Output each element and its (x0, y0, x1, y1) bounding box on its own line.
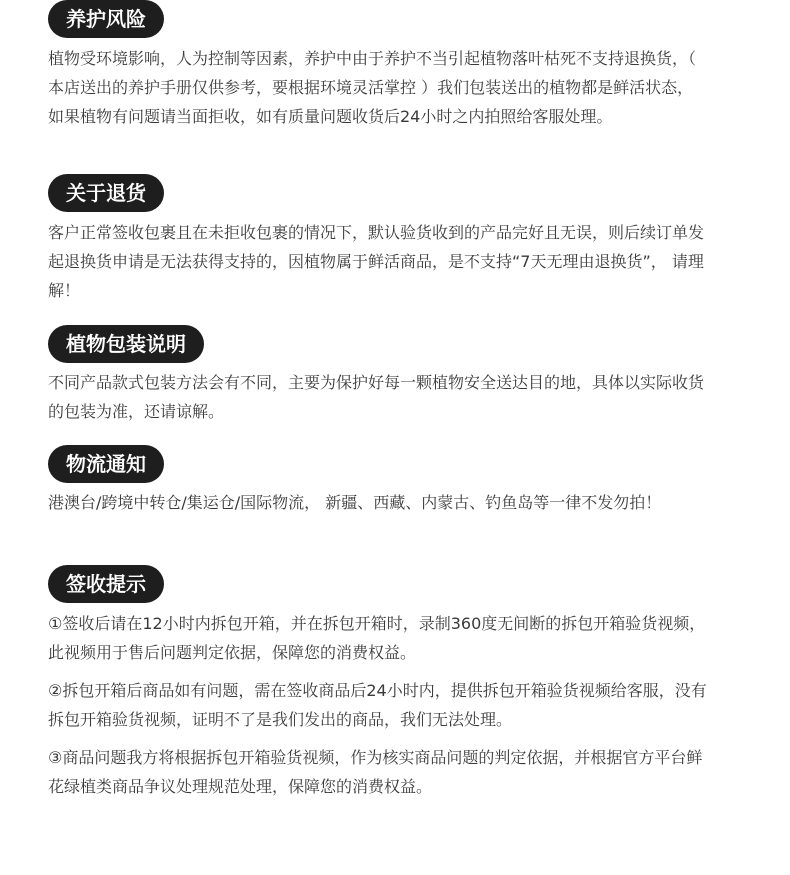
section-text-logistics: 港澳台/跨境中转仓/集运仓/国际物流， 新疆、西藏、内蒙古、钓鱼岛等一律不发勿拍！ (48, 493, 662, 512)
section-heading-packaging: 植物包装说明 (48, 325, 204, 363)
section-heading-signing-tips: 签收提示 (48, 565, 164, 603)
section-text-signing-tip-2: ②拆包开箱后商品如有问题，需在签收商品后24小时内，提供拆包开箱验货视频给客服，没有拆包开箱验货视频，证明不了是我们发出的商品，我们无法处理。 (48, 681, 707, 729)
section-text-signing-tip-1: ①签收后请在12小时内拆包开箱，并在拆包开箱时，录制360度无间断的拆包开箱验货视频，此视频用于售后问题判定依据，保障您的消费权益。 (48, 614, 706, 662)
section-text-care-risk: 植物受环境影响，人为控制等因素，养护中由于养护不当引起植物落叶枯死不支持退换货，（ 本店送出的养护手册仅供参考，要根据环境灵活掌控 ）我们包装送出的植物都是鲜活状态，如果植物有问题请当面拒收，如有质量问题收货后24小时之内拍照给客服处理。 (48, 49, 697, 126)
section-text-returns: 客户正常签收包裹且在未拒收包裹的情况下，默认验货收到的产品完好且无误，则后续订单发起退换货申请是无法获得支持的，因植物属于鲜活商品，是不支持“7天无理由退换货”， 请理解！ (48, 223, 705, 300)
section-heading-care-risk: 养护风险 (48, 0, 164, 38)
section-text-signing-tip-3: ③商品问题我方将根据拆包开箱验货视频，作为核实商品问题的判定依据，并根据官方平台鲜花绿植类商品争议处理规范处理，保障您的消费权益。 (48, 748, 703, 796)
section-text-packaging: 不同产品款式包装方法会有不同，主要为保护好每一颗植物安全送达目的地，具体以实际收货的包装为准，还请谅解。 (48, 373, 705, 421)
section-heading-logistics: 物流通知 (48, 445, 164, 483)
section-heading-returns: 关于退货 (48, 174, 164, 212)
